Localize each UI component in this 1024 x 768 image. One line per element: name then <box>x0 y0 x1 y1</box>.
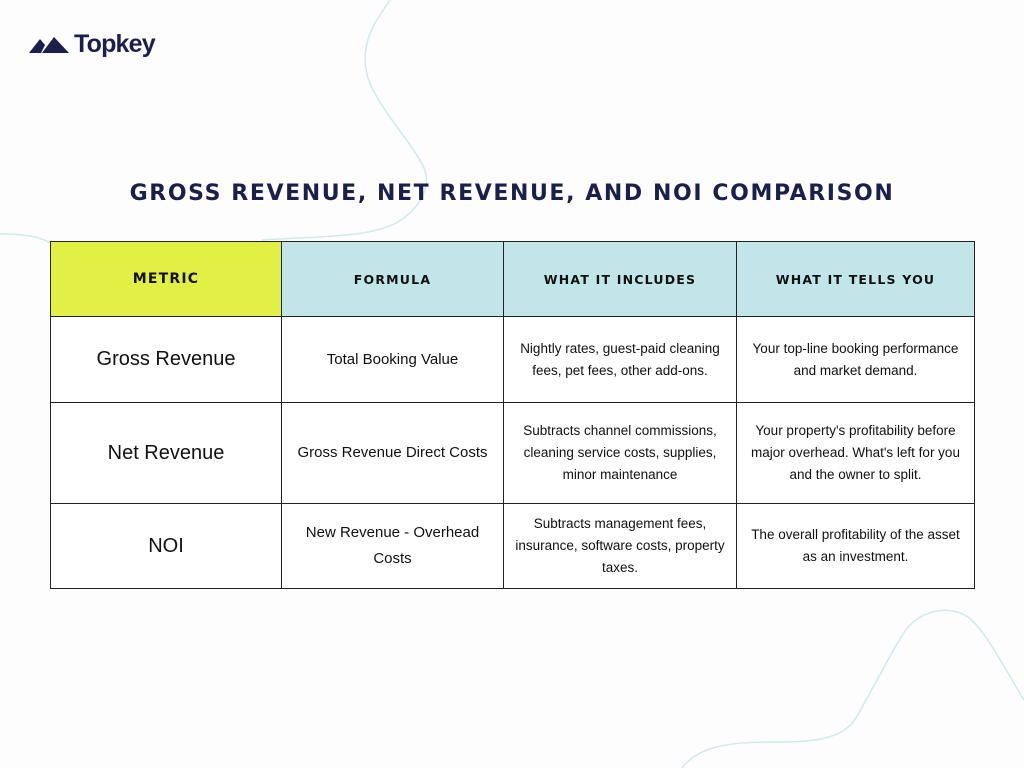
formula-cell: Gross Revenue Direct Costs <box>282 403 504 504</box>
metric-cell: Gross Revenue <box>51 317 282 403</box>
tells-cell: Your property's profitability before major overhead. What's left for you and the owner to split. <box>737 403 975 504</box>
formula-cell: New Revenue - Overhead Costs <box>282 504 504 589</box>
comparison-table <box>50 241 975 589</box>
header-metric: METRIC <box>51 242 282 317</box>
page-title: GROSS REVENUE, NET REVENUE, AND NOI COMPARISON <box>129 181 895 206</box>
mountain-logo-icon <box>29 34 71 56</box>
table-row <box>51 504 975 589</box>
table-row <box>51 317 975 403</box>
table-row <box>51 403 975 504</box>
metric-cell: Net Revenue <box>51 403 282 504</box>
formula-cell: Total Booking Value <box>282 317 504 403</box>
tells-cell: Your top-line booking performance and market demand. <box>737 317 975 403</box>
includes-cell: Subtracts management fees, insurance, software costs, property taxes. <box>504 504 737 589</box>
brand-logo <box>29 30 155 59</box>
header-formula: FORMULA <box>282 242 504 317</box>
includes-cell: Nightly rates, guest-paid cleaning fees, pet fees, other add-ons. <box>504 317 737 403</box>
tells-cell: The overall profitability of the asset as an investment. <box>737 504 975 589</box>
brand-name: Topkey <box>74 30 155 58</box>
table-header-row <box>51 242 975 317</box>
header-tells: WHAT IT TELLS YOU <box>737 242 975 317</box>
includes-cell: Subtracts channel commissions, cleaning service costs, supplies, minor maintenance <box>504 403 737 504</box>
header-includes: WHAT IT INCLUDES <box>504 242 737 317</box>
metric-cell: NOI <box>51 504 282 589</box>
